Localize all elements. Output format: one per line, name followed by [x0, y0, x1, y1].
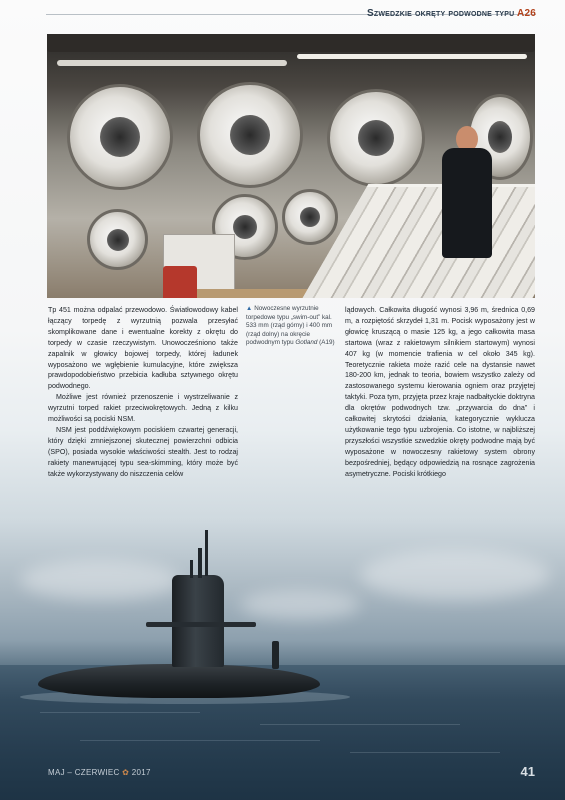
caption-ship-name: Gotland	[295, 339, 318, 347]
article-column-3	[345, 305, 535, 480]
torpedo-room-photo	[47, 34, 535, 298]
article-paragraph: Tp 451 można odpalać przewodowo. Światłowodowy kabel łączący torpedę z wyrzutnią pozwala przesyłać skomplikowane dane i ewentualne korekty z okrętu do torpedy w czasie rzeczywistym. Unowocześniono także zapalnik w głowicy bojowej torpedy, której ładunek wyposażono we wgłębienie kumulacyjne, które zwiększa prawdopodobieństwo przebicia kadłuba sztywnego okrętu podwodnego.	[48, 306, 238, 391]
caption-suffix: (A19)	[317, 339, 335, 347]
article-paragraph: NSM jest poddźwiękowym pociskiem czwartej generacji, który dzięki zmniejszonej skutecznej powierzchni odbicia (SPO), posiada wysokie właściwości stealth. Jest to rodzaj rakiety manewrującej typu sea-skimming, który może być także wykorzystywany do niszczenia celów	[48, 425, 238, 478]
issue-ornament-icon: ✿	[122, 768, 130, 777]
caption-arrow-icon: ▲	[246, 305, 253, 312]
issue-year: 2017	[131, 768, 151, 777]
caption-text: Nowoczesne wyrzutnie torpedowe typu „swim-out” kal. 533 mm (rząd górny) i 400 mm (rząd dolny) na okręcie podwodnym typu	[246, 305, 333, 347]
article-column-1	[48, 305, 238, 480]
photo-caption	[246, 305, 338, 348]
running-header-title: Szwedzkie okręty podwodne typu	[367, 8, 518, 19]
issue-months: MAJ – CZERWIEC	[48, 768, 120, 777]
running-header	[300, 8, 536, 19]
issue-footer	[48, 768, 151, 777]
page-number: 41	[520, 764, 535, 779]
running-header-accent: A26	[517, 8, 536, 19]
article-paragraph: Możliwe jest również przenoszenie i wystrzeliwanie z wyrzutni torped rakiet przeciwokrętowych. Jedną z kilku możliwości są pociski NSM.	[48, 393, 238, 424]
crew-member	[442, 126, 494, 256]
article-paragraph: lądowych. Całkowita długość wynosi 3,96 m, średnica 0,69 m, a rozpiętość skrzydeł 1,31 m. Pocisk wyposażony jest w głowicę kruszącą o masie 125 kg, a jego całkowita masa startowa (wraz z rakietowym silnikiem startowym) wynosi 407 kg (w momencie trafienia w cel około 345 kg). Teoretycznie rakieta może razić cele na dystansie nawet 180-200 km, jednak to teoria, bowiem wszystko zależy od zastosowanego systemu kierowania ogniem oraz przyjętej taktyki. Poza tym, przyjęta przez kraje nadbałtyckie doktryna dla okrętów podwodnych tzw. „przywarcia do dna” i całkowitej skrytości działania, kategorycznie wyklucza użytkowanie tego typu uzbrojenia. Co istotne, w najbliższej przyszłości wszystkie szwedzkie okręty podwodne mają być wyposażone w nowoczesny rakietowy system obrony bezpośredniej, będący odpowiedzią na rosnące zagrożenia asymetryczne. Pociski krótkiego	[345, 306, 535, 478]
